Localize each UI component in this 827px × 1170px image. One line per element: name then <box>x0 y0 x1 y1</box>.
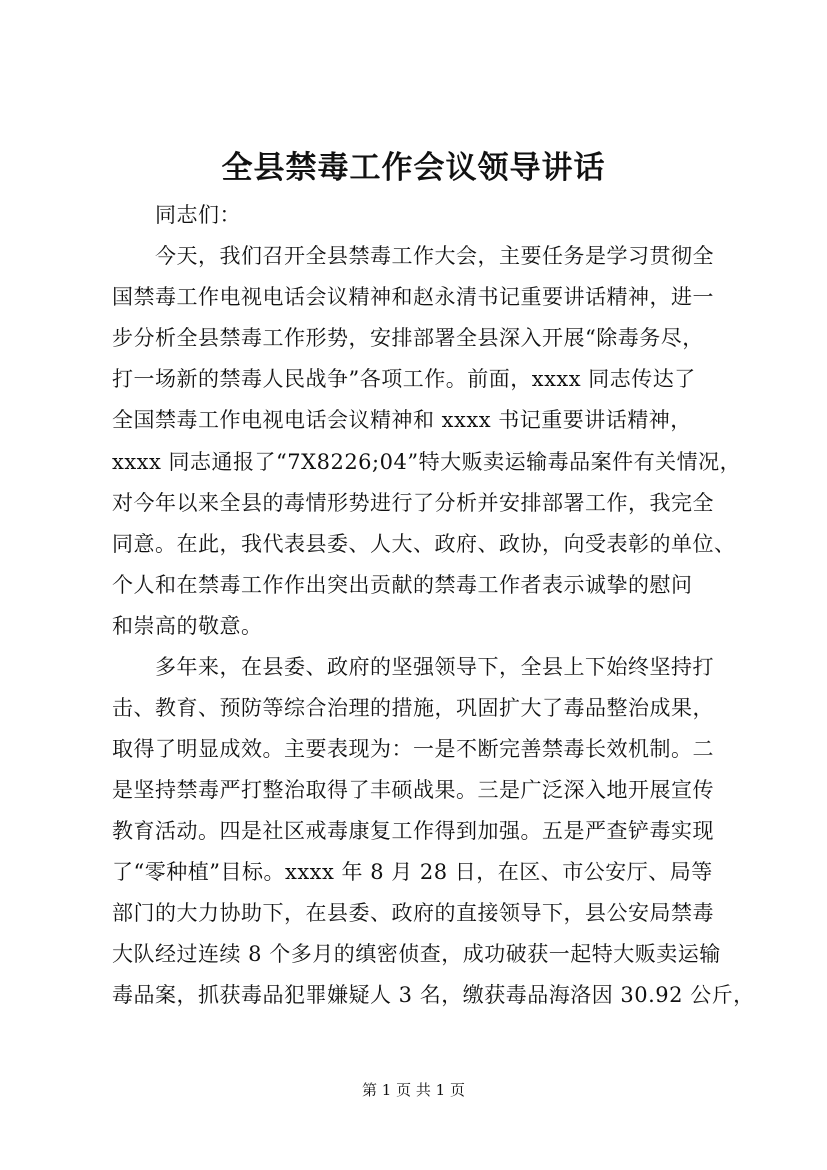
paragraph-1-line: 个人和在禁毒工作作出突出贡献的禁毒工作者表示诚挚的慰问 <box>112 573 693 597</box>
paragraph-1-line: 今天，我们召开全县禁毒工作大会，主要任务是学习贯彻全 <box>155 244 714 268</box>
paragraph-1-line: 国禁毒工作电视电话会议精神和赵永清书记重要讲话精神，进一 <box>112 285 714 309</box>
paragraph-2-line: 多年来，在县委、政府的坚强领导下，全县上下始终坚持打 <box>155 655 714 679</box>
salutation: 同志们： <box>155 203 241 227</box>
paragraph-2-line: 部门的大力协助下，在县委、政府的直接领导下，县公安局禁毒 <box>112 901 714 925</box>
paragraph-2-line: 击、教育、预防等综合治理的措施，巩固扩大了毒品整治成果， <box>112 696 714 720</box>
paragraph-1-line: xxxx 同志通报了“7X8226;04”特大贩卖运输毒品案件有关情况， <box>112 450 742 474</box>
paragraph-2-line: 大队经过连续 8 个多月的缜密侦查，成功破获一起特大贩卖运输 <box>112 942 721 966</box>
paragraph-1-line: 和崇高的敬意。 <box>112 614 263 638</box>
paragraph-1-line: 打一场新的禁毒人民战争”各项工作。前面，xxxx 同志传达了 <box>112 367 696 391</box>
paragraph-2-line: 取得了明显成效。主要表现为：一是不断完善禁毒长效机制。二 <box>112 737 714 761</box>
paragraph-1-line: 步分析全县禁毒工作形势，安排部署全县深入开展“除毒务尽， <box>112 326 704 350</box>
paragraph-1-line: 对今年以来全县的毒情形势进行了分析并安排部署工作，我完全 <box>112 491 714 515</box>
paragraph-2-line: 是坚持禁毒严打整治取得了丰硕战果。三是广泛深入地开展宣传 <box>112 778 714 802</box>
paragraph-1-line: 全国禁毒工作电视电话会议精神和 xxxx 书记重要讲话精神， <box>112 408 692 432</box>
document-title: 全县禁毒工作会议领导讲话 <box>221 150 606 186</box>
paragraph-2-line: 教育活动。四是社区戒毒康复工作得到加强。五是严查铲毒实现 <box>112 819 714 843</box>
paragraph-2-line: 了“零种植”目标。xxxx 年 8 月 28 日，在区、市公安厅、局等 <box>112 860 713 884</box>
page-number-footer: 第 1 页 共 1 页 <box>362 1081 465 1099</box>
paragraph-2-line: 毒品案，抓获毒品犯罪嫌疑人 3 名，缴获毒品海洛因 30.92 公斤， <box>112 983 755 1007</box>
paragraph-1-line: 同意。在此，我代表县委、人大、政府、政协，向受表彰的单位、 <box>112 532 736 556</box>
